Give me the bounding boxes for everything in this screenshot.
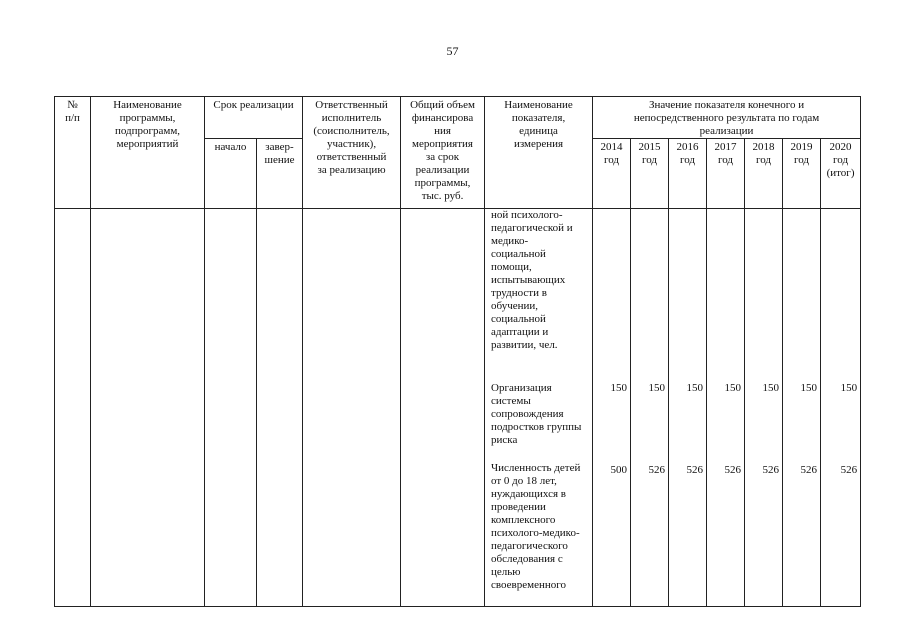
program-indicators-table (54, 96, 861, 607)
header-name: Наименование программы, подпрограмм, мероприятий (91, 97, 205, 209)
value-2017-row-3: 526 (724, 464, 742, 476)
value-2019-row-2: 150 (800, 382, 818, 394)
cell-2020 (821, 209, 861, 607)
value-2015-row-2: 150 (648, 382, 666, 394)
header-year-2018: 2018 год (745, 139, 783, 209)
indicator-row-1: ной психолого- педагогической и медико- социальной помощи, испытывающих трудности в обучении, социальной адаптации и развитии, чел. (491, 209, 573, 351)
header-funding: Общий объем финансирова ния мероприятия за срок реализации программы, тыс. руб. (401, 97, 485, 209)
cell-indicators (485, 209, 593, 607)
header-year-2015: 2015 год (631, 139, 669, 209)
value-2019-row-3: 526 (800, 464, 818, 476)
value-2014-row-3: 500 (610, 464, 628, 476)
value-2020-row-2: 150 (840, 382, 858, 394)
header-term: Срок реализации (205, 97, 303, 139)
value-2016-row-3: 526 (686, 464, 704, 476)
cell-term-start (205, 209, 257, 607)
cell-2016 (669, 209, 707, 607)
value-2015-row-3: 526 (648, 464, 666, 476)
cell-num (55, 209, 91, 607)
cell-name (91, 209, 205, 607)
header-year-2019: 2019 год (783, 139, 821, 209)
cell-term-end (257, 209, 303, 607)
cell-2018 (745, 209, 783, 607)
cell-2019 (783, 209, 821, 607)
value-2014-row-2: 150 (610, 382, 628, 394)
header-year-2016: 2016 год (669, 139, 707, 209)
header-year-2014: 2014 год (593, 139, 631, 209)
value-2018-row-2: 150 (762, 382, 780, 394)
header-term-start: начало (205, 139, 257, 209)
header-num: № п/п (55, 97, 91, 209)
indicator-row-2: Организация системы сопровождения подростков группы риска (491, 382, 582, 446)
value-2020-row-3: 526 (840, 464, 858, 476)
indicator-row-3: Численность детей от 0 до 18 лет, нуждающихся в проведении комплексного психолого-медико- педагогического обследования с целью своевременного (491, 462, 581, 591)
header-indicator: Наименование показателя, единица измерения (485, 97, 593, 209)
value-2017-row-2: 150 (724, 382, 742, 394)
header-year-2020: 2020 год (итог) (821, 139, 861, 209)
header-term-end: завер- шение (257, 139, 303, 209)
cell-2014 (593, 209, 631, 607)
cell-2017 (707, 209, 745, 607)
cell-funding (401, 209, 485, 607)
header-values-title: Значение показателя конечного и непосредственного результата по годам реализации (593, 97, 861, 139)
cell-executor (303, 209, 401, 607)
header-executor: Ответственный исполнитель (соисполнитель, участник), ответственный за реализацию (303, 97, 401, 209)
value-2018-row-3: 526 (762, 464, 780, 476)
page-number: 57 (446, 44, 459, 58)
header-year-2017: 2017 год (707, 139, 745, 209)
value-2016-row-2: 150 (686, 382, 704, 394)
cell-2015 (631, 209, 669, 607)
